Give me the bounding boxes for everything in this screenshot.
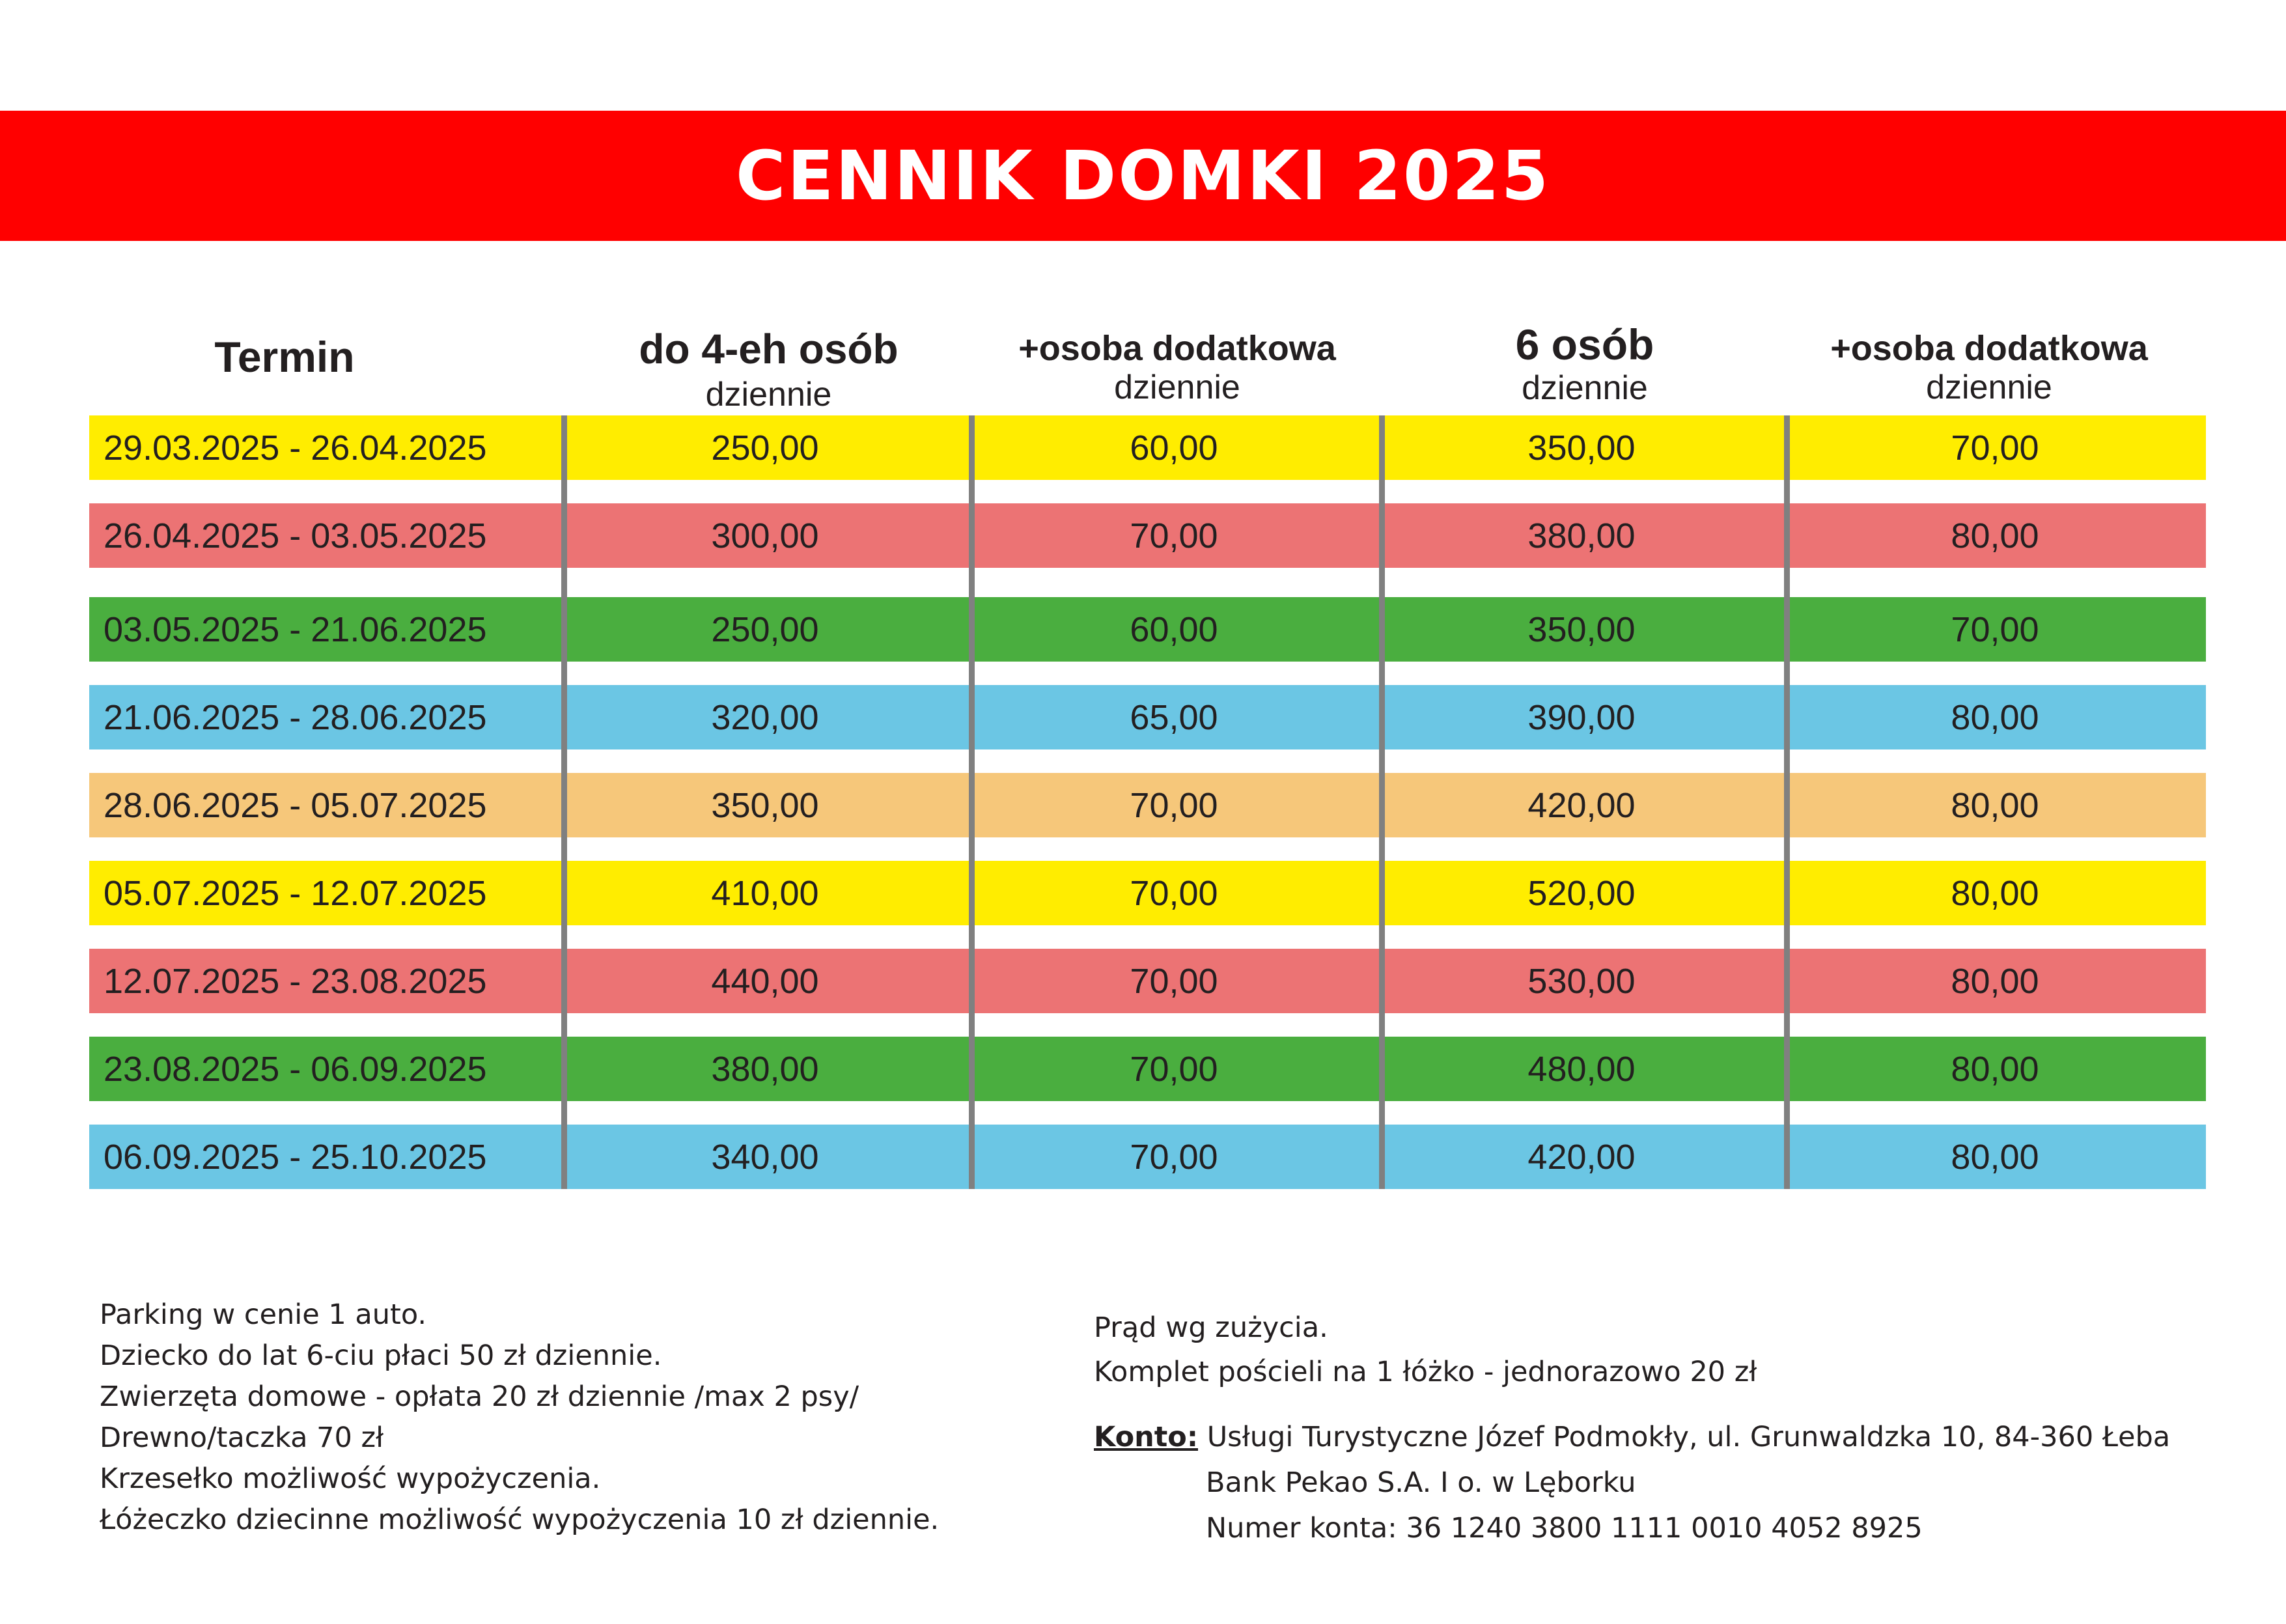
- header-6-persons-label: 6 osób: [1515, 320, 1654, 369]
- header-termin-label: Termin: [214, 333, 355, 381]
- extra-person-cell: 80,00: [1951, 1049, 2039, 1089]
- price-4-persons-cell: 440,00: [711, 961, 819, 1001]
- extra-person-cell: 80,00: [1951, 873, 2039, 913]
- header-termin: [89, 332, 480, 382]
- column-divider: [1379, 415, 1385, 1189]
- table-row: [89, 861, 2206, 925]
- extra-person-cell: 70,00: [1951, 609, 2039, 649]
- extra-person-cell: 65,00: [1130, 697, 1218, 737]
- table-row: [89, 503, 2206, 568]
- extra-person-cell: 70,00: [1130, 1049, 1218, 1089]
- extra-person-cell: 70,00: [1130, 516, 1218, 555]
- price-6-persons-cell: 420,00: [1527, 785, 1636, 825]
- table-row: [89, 415, 2206, 480]
- price-4-persons-cell: 380,00: [711, 1049, 819, 1089]
- price-6-persons-cell: 480,00: [1527, 1049, 1636, 1089]
- konto-bank: Bank Pekao S.A. I o. w Lęborku: [1206, 1466, 1636, 1499]
- note-bedding: Komplet pościeli na 1 łóżko - jednorazowo 20 zł: [1094, 1356, 1757, 1388]
- price-6-persons-cell: 530,00: [1527, 961, 1636, 1001]
- page-title: CENNIK DOMKI 2025: [735, 136, 1551, 216]
- column-divider: [561, 415, 567, 1189]
- header-6-persons-sub: dziennie: [1522, 369, 1648, 407]
- header-extra-person-2: [1787, 329, 2191, 407]
- bank-account-info: [1094, 1414, 2170, 1551]
- extra-person-cell: 80,00: [1951, 516, 2039, 555]
- extra-person-cell: 60,00: [1130, 609, 1218, 649]
- table-row: [89, 597, 2206, 662]
- extra-person-cell: 80,00: [1951, 785, 2039, 825]
- term-cell: 12.07.2025 - 23.08.2025: [104, 961, 487, 1001]
- table-row: [89, 773, 2206, 837]
- price-6-persons-cell: 350,00: [1527, 428, 1636, 468]
- price-4-persons-cell: 250,00: [711, 428, 819, 468]
- konto-label: Konto:: [1094, 1421, 1199, 1453]
- price-6-persons-cell: 420,00: [1527, 1137, 1636, 1177]
- price-4-persons-cell: 340,00: [711, 1137, 819, 1177]
- header-4-persons-label: do 4-eh osób: [639, 326, 899, 372]
- header-extra-person-2-sub: dziennie: [1926, 369, 2052, 406]
- konto-number: Numer konta: 36 1240 3800 1111 0010 4052 8925: [1206, 1512, 1923, 1545]
- term-cell: 23.08.2025 - 06.09.2025: [104, 1049, 487, 1089]
- note-child: Dziecko do lat 6-ciu płaci 50 zł dziennie.: [100, 1339, 662, 1372]
- price-6-persons-cell: 350,00: [1527, 609, 1636, 649]
- header-extra-person-2-label: +osoba dodatkowa: [1830, 329, 2148, 368]
- notes-right: [1094, 1306, 1757, 1394]
- table-row: [89, 685, 2206, 749]
- extra-person-cell: 70,00: [1130, 961, 1218, 1001]
- column-divider: [1784, 415, 1790, 1189]
- extra-person-cell: 70,00: [1130, 1137, 1218, 1177]
- note-wood: Drewno/taczka 70 zł: [100, 1421, 384, 1454]
- notes-left: [100, 1295, 939, 1541]
- note-parking: Parking w cenie 1 auto.: [100, 1298, 427, 1331]
- extra-person-cell: 80,00: [1951, 961, 2039, 1001]
- extra-person-cell: 70,00: [1130, 785, 1218, 825]
- table-row: [89, 1125, 2206, 1189]
- price-4-persons-cell: 300,00: [711, 516, 819, 555]
- extra-person-cell: 70,00: [1951, 428, 2039, 468]
- price-4-persons-cell: 350,00: [711, 785, 819, 825]
- column-divider: [969, 415, 975, 1189]
- price-4-persons-cell: 320,00: [711, 697, 819, 737]
- header-6-persons: [1382, 320, 1787, 408]
- extra-person-cell: 80,00: [1951, 1137, 2039, 1177]
- table-row: [89, 949, 2206, 1013]
- header-extra-person-1-label: +osoba dodatkowa: [1018, 329, 1336, 368]
- term-cell: 29.03.2025 - 26.04.2025: [104, 428, 487, 468]
- extra-person-cell: 80,00: [1951, 697, 2039, 737]
- table-row: [89, 1037, 2206, 1101]
- note-electricity: Prąd wg zużycia.: [1094, 1311, 1328, 1344]
- price-6-persons-cell: 380,00: [1527, 516, 1636, 555]
- extra-person-cell: 70,00: [1130, 873, 1218, 913]
- price-6-persons-cell: 520,00: [1527, 873, 1636, 913]
- header-4-persons: [565, 326, 972, 414]
- term-cell: 28.06.2025 - 05.07.2025: [104, 785, 487, 825]
- term-cell: 03.05.2025 - 21.06.2025: [104, 609, 487, 649]
- note-chair: Krzesełko możliwość wypożyczenia.: [100, 1463, 601, 1495]
- price-4-persons-cell: 250,00: [711, 609, 819, 649]
- header-4-persons-sub: dziennie: [705, 376, 832, 413]
- term-cell: 21.06.2025 - 28.06.2025: [104, 697, 487, 737]
- header-extra-person-1-sub: dziennie: [1114, 369, 1240, 406]
- term-cell: 26.04.2025 - 03.05.2025: [104, 516, 487, 555]
- term-cell: 06.09.2025 - 25.10.2025: [104, 1137, 487, 1177]
- konto-owner: Usługi Turystyczne Józef Podmokły, ul. Grunwaldzka 10, 84-360 Łeba: [1206, 1421, 2171, 1453]
- header-extra-person-1: [972, 329, 1382, 407]
- term-cell: 05.07.2025 - 12.07.2025: [104, 873, 487, 913]
- price-4-persons-cell: 410,00: [711, 873, 819, 913]
- note-crib: Łóżeczko dziecinne możliwość wypożyczenia 10 zł dziennie.: [100, 1504, 940, 1536]
- price-6-persons-cell: 390,00: [1527, 697, 1636, 737]
- extra-person-cell: 60,00: [1130, 428, 1218, 468]
- note-pets: Zwierzęta domowe - opłata 20 zł dziennie /max 2 psy/: [100, 1380, 859, 1413]
